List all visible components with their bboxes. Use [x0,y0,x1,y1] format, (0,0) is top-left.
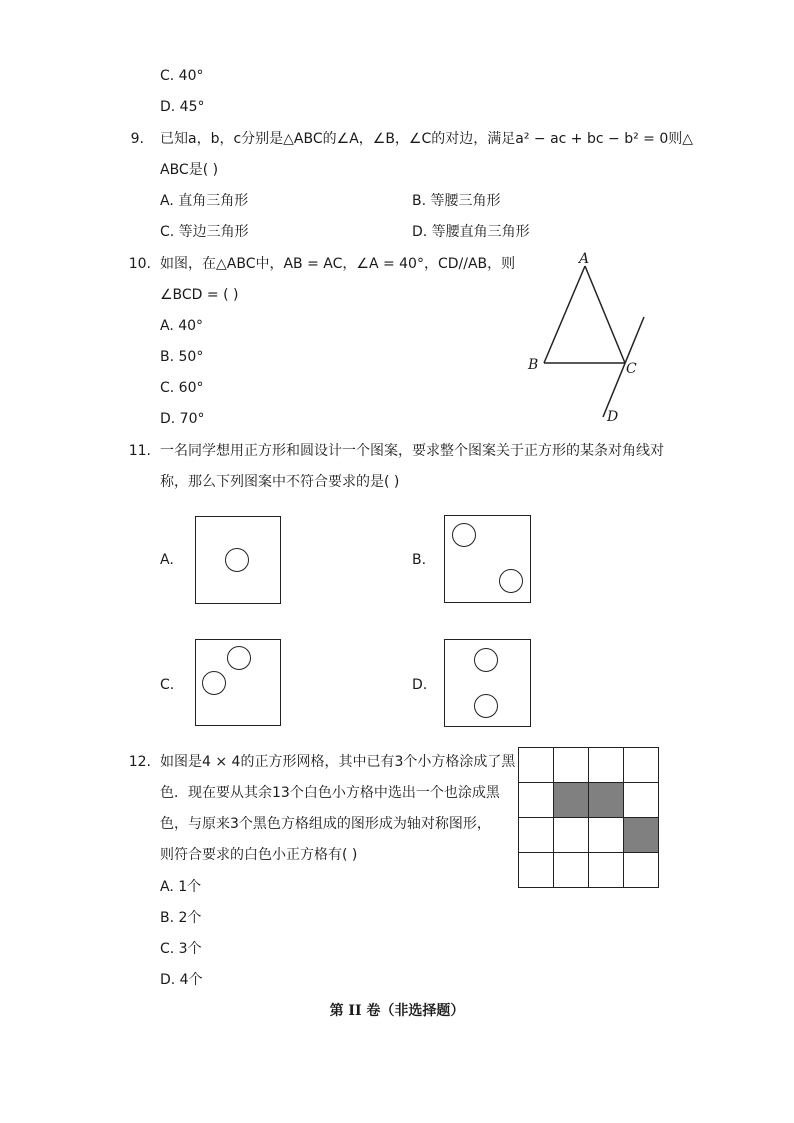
vertex-label-c: C [626,361,637,377]
circle [202,671,226,695]
grid-cell [624,783,659,818]
grid-cell-shaded [624,818,659,853]
q12-stem-line2: 色．现在要从其余13个白色小方格中选出一个也涂成黑 [160,785,500,801]
q10-stem-line1: 如图，在△ABC中，AB = AC，∠A = 40°，CD//AB，则 [160,256,516,272]
grid-cell [519,748,554,783]
grid-cell [624,748,659,783]
circle [474,694,498,718]
grid-cell-shaded [554,783,589,818]
q11-option-c-label: C. [160,677,175,693]
q10-option-d: D. 70° [160,411,205,427]
q9-option-d: D. 等腰直角三角形 [412,224,530,240]
q9-stem-line1: 已知a，b，c分别是△ABC的∠A，∠B，∠C的对边，满足a² − ac + bc − b² = 0则△ [160,131,693,147]
grid-cell [519,783,554,818]
circle [474,648,498,672]
q12-option-b: B. 2个 [160,910,202,926]
segment-ac [585,266,625,363]
q12-4x4-grid [518,747,659,888]
q11-option-a-label: A. [160,552,174,568]
grid-cell [554,853,589,888]
q9-stem-line2: ABC是( ) [160,162,219,178]
q9-option-b: B. 等腰三角形 [412,193,501,209]
segment-ab [544,266,585,363]
grid-cell [554,748,589,783]
q11-option-d-square [444,639,531,727]
q8-option-c: C. 40° [160,68,204,84]
grid-cell [519,818,554,853]
q12-stem-line1: 如图是4 × 4的正方形网格，其中已有3个小方格涂成了黑 [160,754,516,770]
q11-stem-line2: 称，那么下列图案中不符合要求的是( ) [160,474,400,490]
q11-option-a-square [195,516,281,604]
q12-option-c: C. 3个 [160,941,202,957]
q11-option-d-label: D. [412,677,428,693]
circle [499,569,523,593]
q11-stem-line1: 一名同学想用正方形和圆设计一个图案，要求整个图案关于正方形的某条对角线对 [160,443,664,459]
grid-cell [519,853,554,888]
vertex-label-a: A [579,251,590,267]
q12-stem-line3: 色，与原来3个黑色方格组成的图形成为轴对称图形， [160,816,491,832]
q11-option-c-square [195,639,281,726]
q12-option-d: D. 4个 [160,972,203,988]
q10-triangle-figure [520,245,660,430]
vertex-label-d: D [607,409,619,425]
grid-cell [554,818,589,853]
q8-option-d: D. 45° [160,99,205,115]
q10-option-b: B. 50° [160,349,204,365]
grid-cell [589,748,624,783]
q10-stem-line2: ∠BCD = ( ) [160,287,239,303]
q9-option-c: C. 等边三角形 [160,224,249,240]
q11-option-b-square [444,515,531,603]
q12-option-a: A. 1个 [160,879,202,895]
q12-number: 12. [128,754,151,770]
q9-option-a: A. 直角三角形 [160,193,249,209]
line-cd [603,317,644,417]
grid-cell [589,818,624,853]
q11-option-b-label: B. [412,552,427,568]
section-title: 第 II 卷（非选择题） [329,1003,465,1019]
grid-cell [589,853,624,888]
circle [227,646,251,670]
q10-option-c: C. 60° [160,380,204,396]
q11-number: 11. [128,443,151,459]
q10-option-a: A. 40° [160,318,204,334]
circle [452,523,476,547]
grid-cell [624,853,659,888]
q9-number: 9. [130,131,144,147]
q10-number: 10. [128,256,151,272]
grid-cell-shaded [589,783,624,818]
circle [225,548,249,572]
vertex-label-b: B [528,357,539,373]
q12-stem-line4: 则符合要求的白色小正方格有( ) [160,847,358,863]
